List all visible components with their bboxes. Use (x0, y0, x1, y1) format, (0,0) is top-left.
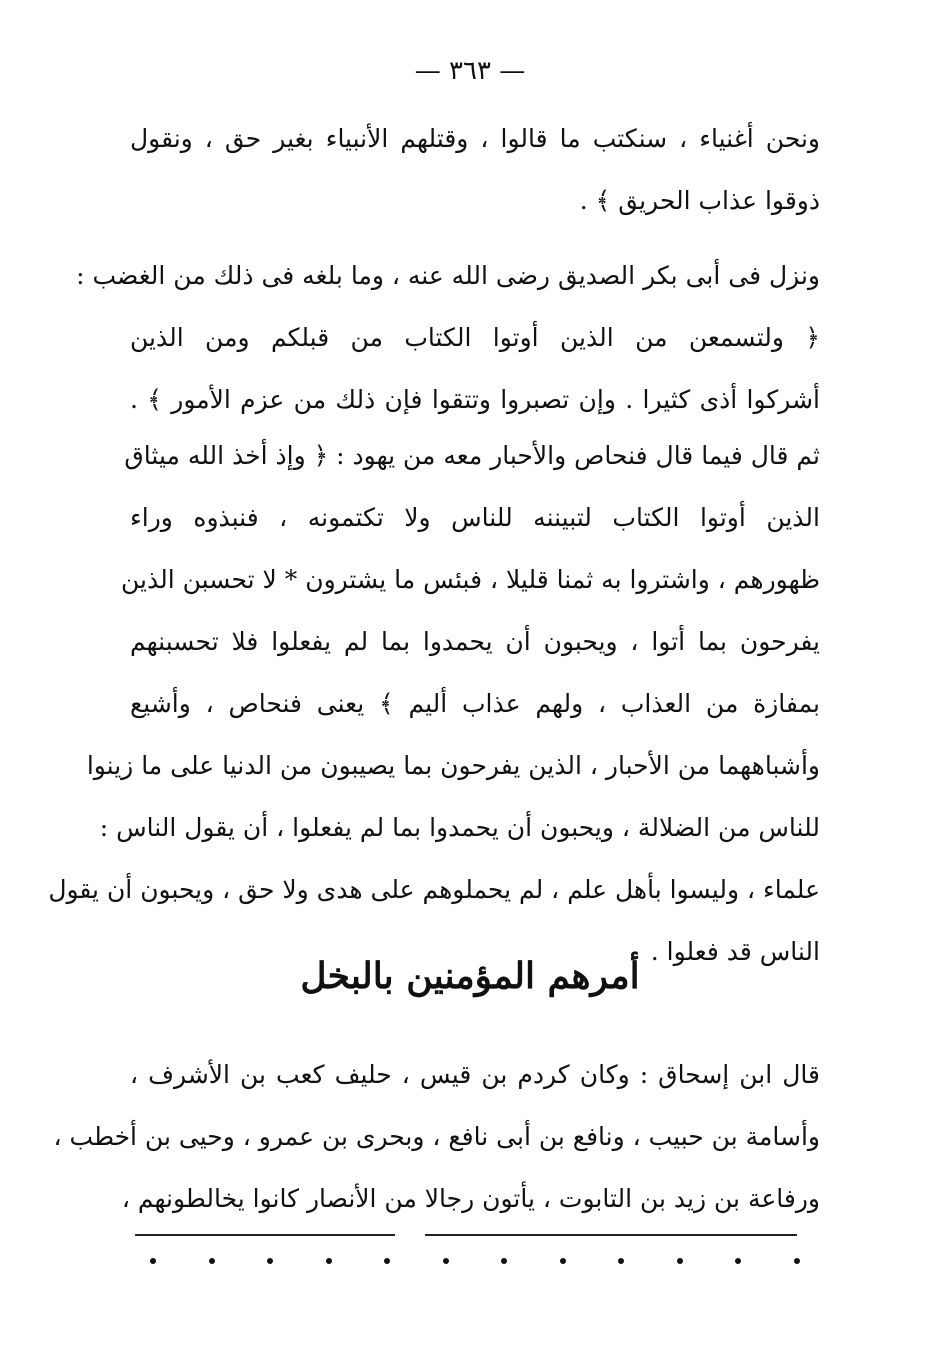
footer-dot (150, 1258, 156, 1264)
footer-dot (618, 1258, 624, 1264)
footer-dots (150, 1258, 800, 1264)
footer-rule-right (425, 1234, 797, 1236)
text-line: قال ابن إسحاق : وكان كردم بن قيس ، حليف كعب بن الأشرف ، (130, 1060, 820, 1089)
footer-dot (384, 1258, 390, 1264)
footer-dot (735, 1258, 741, 1264)
text-line: علماء ، وليسوا بأهل علم ، لم يحملوهم على هدى ولا حق ، ويحبون أن يقول (48, 875, 820, 904)
footer-dot (267, 1258, 273, 1264)
footer-dot (677, 1258, 683, 1264)
text-line: أشركوا أذى كثيرا . وإن تصبروا وتتقوا فإن ذلك من عزم الأمور ﴾ . (130, 385, 820, 414)
page-number: — ٣٦٣ — (414, 56, 526, 86)
text-line: وأشباههما من الأحبار ، الذين يفرحون بما يصيبون من الدنيا على ما زينوا (86, 751, 820, 780)
footer-dot (209, 1258, 215, 1264)
text-line: ونزل فى أبى بكر الصديق رضى الله عنه ، وما بلغه فى ذلك من الغضب : (76, 261, 820, 290)
paragraph-3 (48, 425, 820, 983)
text-line: الذين أوتوا الكتاب لتبيننه للناس ولا تكتمونه ، فنبذوه وراء (130, 503, 820, 532)
footer-dot (326, 1258, 332, 1264)
text-line: ونحن أغنياء ، سنكتب ما قالوا ، وقتلهم الأنبياء بغير حق ، ونقول (130, 124, 820, 153)
text-line: بمفازة من العذاب ، ولهم عذاب أليم ﴾ يعنى فنحاص ، وأشيع (130, 689, 820, 718)
section-heading: أمرهم المؤمنين بالبخل (300, 955, 640, 997)
text-line: ظهورهم ، واشتروا به ثمنا قليلا ، فبئس ما يشترون * لا تحسبن الذين (121, 565, 820, 594)
text-line: ثم قال فيما قال فنحاص والأحبار معه من يهود : ﴿ وإذ أخذ الله ميثاق (124, 441, 820, 470)
paragraph-4 (53, 1044, 820, 1230)
text-line: ذوقوا عذاب الحريق ﴾ . (579, 186, 820, 215)
footer-dot (501, 1258, 507, 1264)
paragraph-2 (76, 245, 820, 431)
text-line: وأسامة بن حبيب ، ونافع بن أبى نافع ، وبحرى بن عمرو ، وحيى بن أخطب ، (53, 1122, 820, 1151)
footer-dot (443, 1258, 449, 1264)
footer-dot (560, 1258, 566, 1264)
text-line: الناس قد فعلوا . (650, 937, 820, 966)
footer-dot (794, 1258, 800, 1264)
text-line: للناس من الضلالة ، ويحبون أن يحمدوا بما لم يفعلوا ، أن يقول الناس : (99, 813, 820, 842)
text-line: ﴿ ولتسمعن من الذين أوتوا الكتاب من قبلكم ومن الذين (130, 323, 820, 352)
text-line: ورفاعة بن زيد بن التابوت ، يأتون رجالا من الأنصار كانوا يخالطونهم ، (121, 1184, 820, 1213)
text-line: يفرحون بما أتوا ، ويحبون أن يحمدوا بما لم يفعلوا فلا تحسبنهم (130, 627, 820, 656)
footer-rule-left (135, 1234, 395, 1236)
paragraph-1 (130, 108, 820, 232)
